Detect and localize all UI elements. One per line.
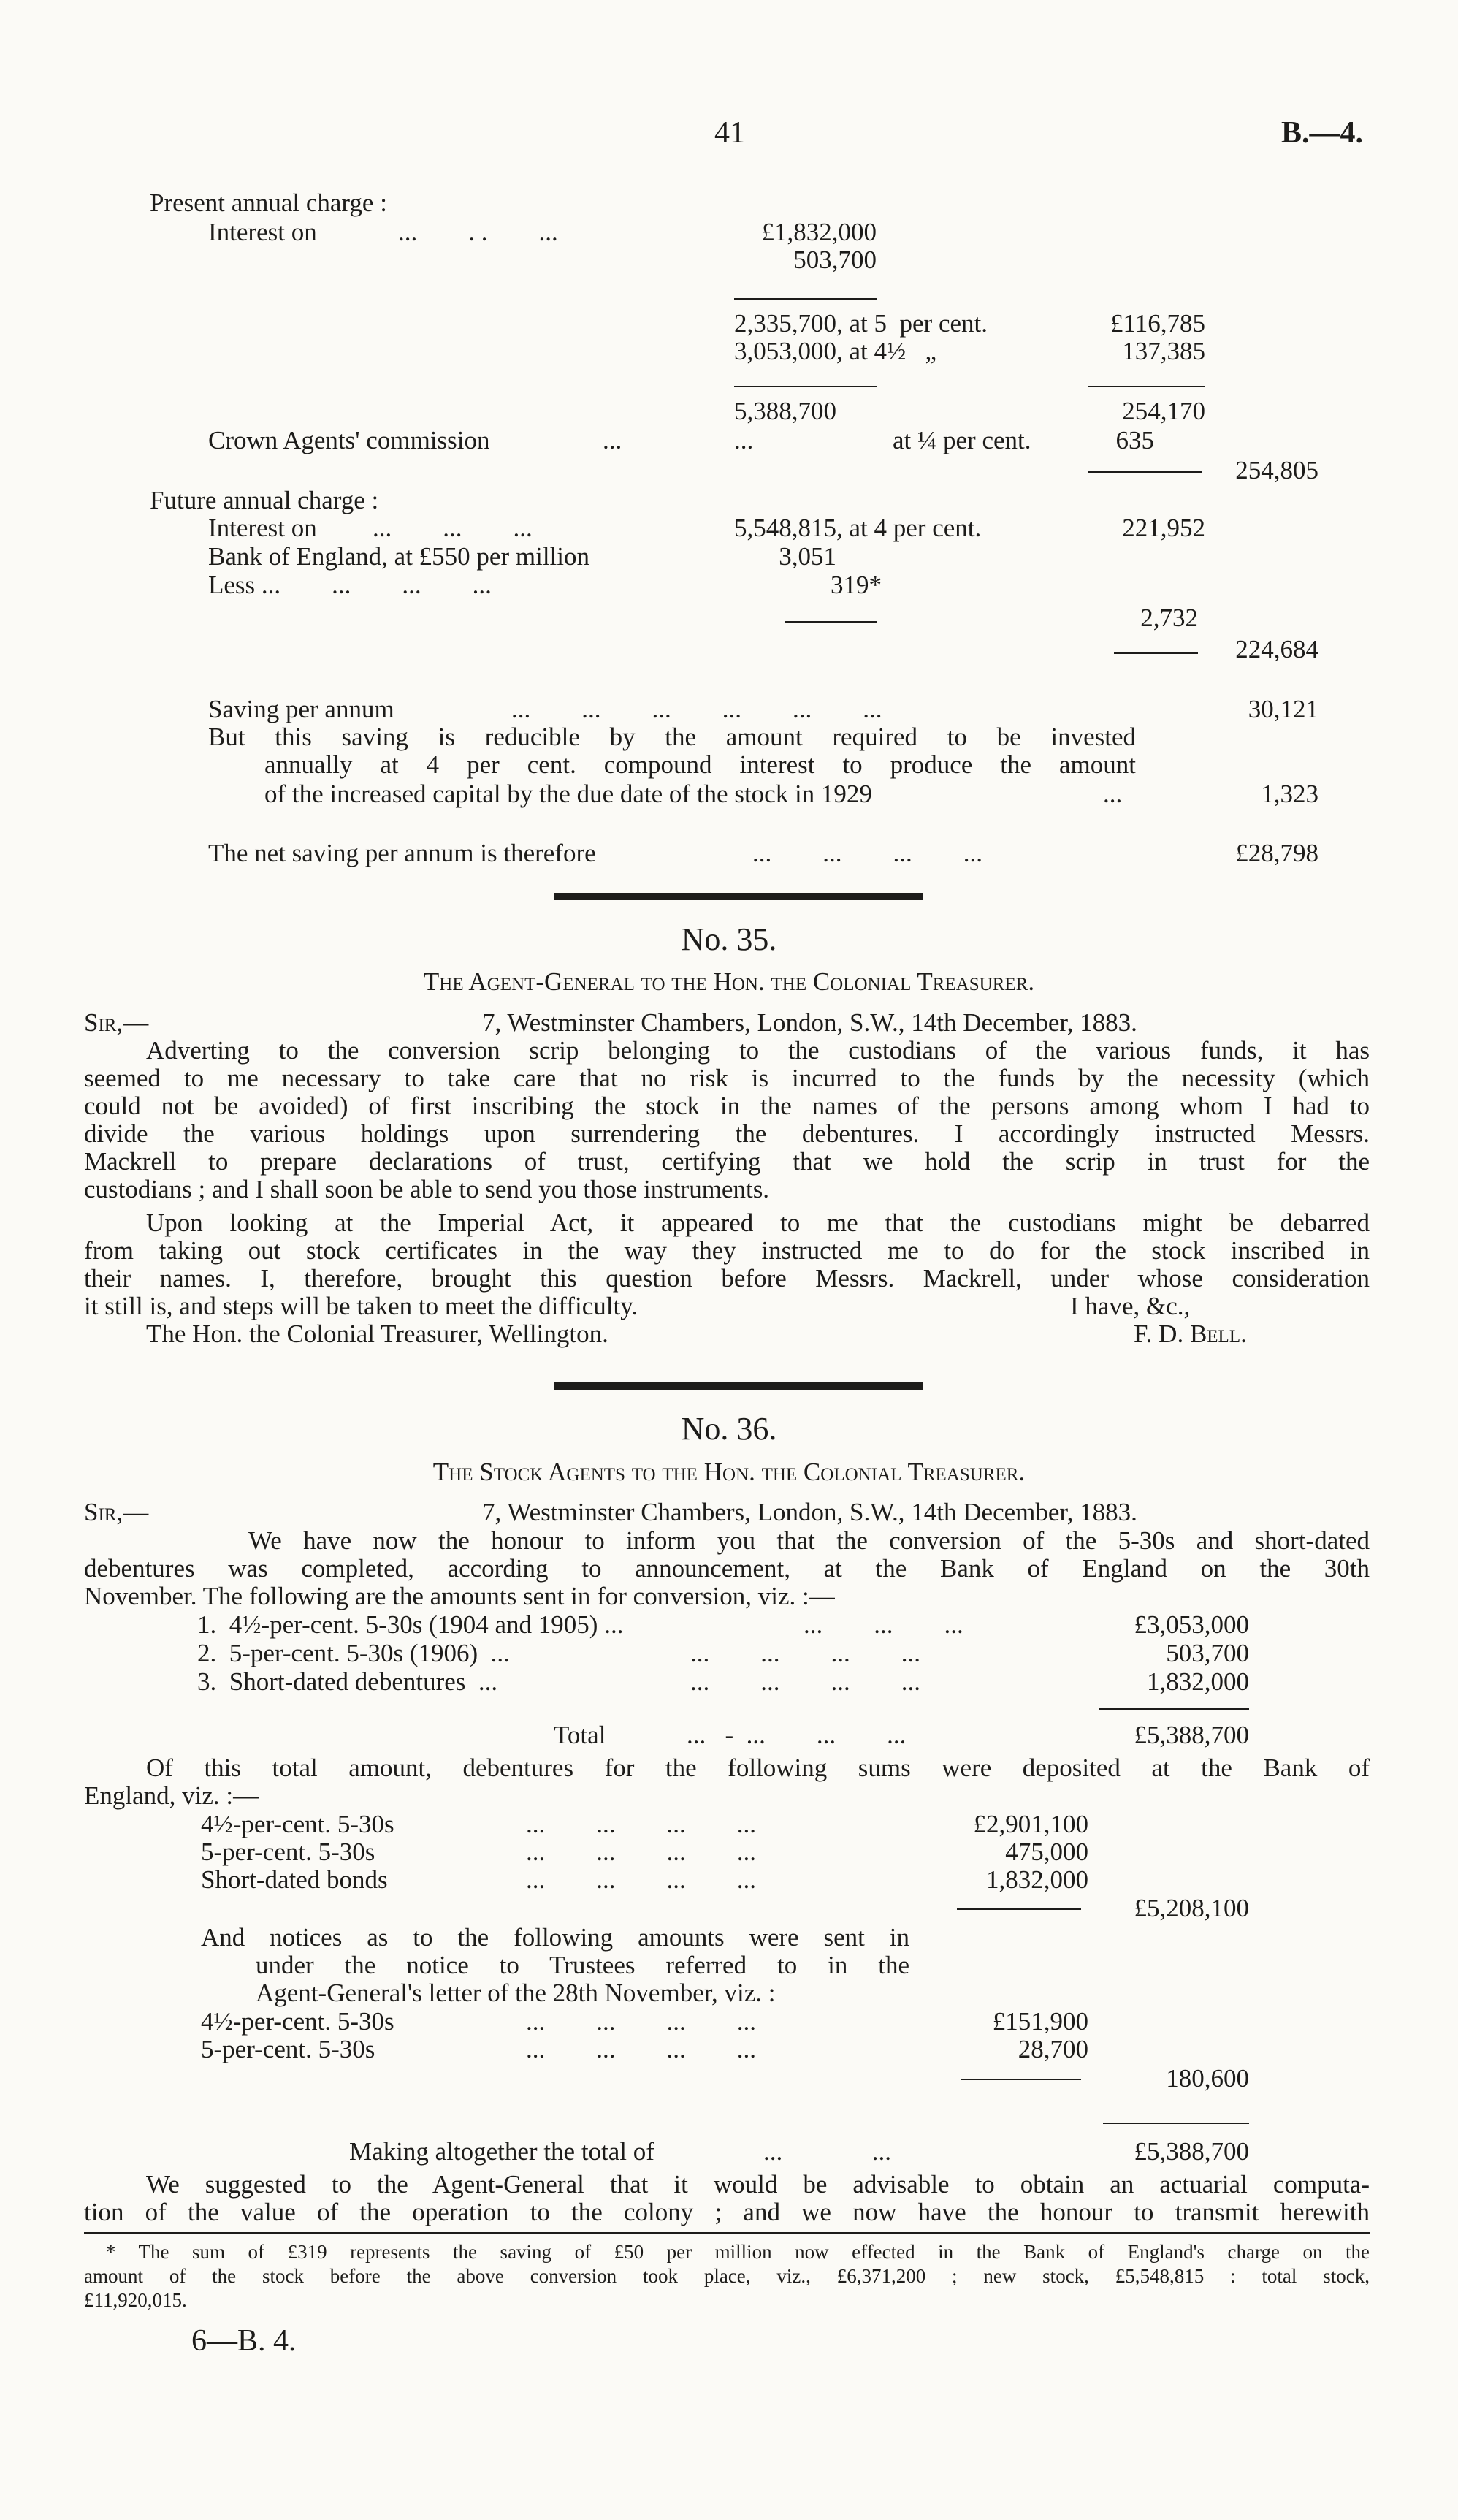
- notices-text: And notices as to the following amounts were sent in: [201, 1923, 909, 1952]
- bank-of-england-net: 2,732: [1140, 604, 1198, 632]
- leader-dots: ... ... ... ...: [526, 1810, 756, 1838]
- less-label: Less ... ... ... ...: [208, 571, 492, 599]
- row-4half-percent-value: 137,385: [1122, 337, 1205, 365]
- leader-dots: ... ... ... ...: [526, 1838, 756, 1866]
- saving-value: 30,121: [1248, 695, 1318, 723]
- body-line: custodians ; and I shall soon be able to send you those instruments.: [84, 1175, 770, 1203]
- conversion-item-value: 503,700: [1166, 1639, 1249, 1667]
- future-interest-value: 221,952: [1122, 514, 1205, 542]
- leader-dots: ...: [603, 426, 622, 454]
- crown-agents-value: 635: [1115, 426, 1154, 454]
- document-reference: B.—4.: [1281, 116, 1364, 150]
- crown-agents-label: Crown Agents' commission: [208, 426, 490, 454]
- leader-dots: ... ...: [763, 2137, 891, 2166]
- leader-dots: ... ... ...: [373, 514, 533, 542]
- letter-closing: I have, &c.,: [1070, 1292, 1191, 1320]
- deposit-item: 5-per-cent. 5-30s: [201, 1838, 375, 1866]
- leader-dots: ... ... ... ...: [690, 1667, 920, 1696]
- sum-rule: [785, 621, 877, 623]
- interest-on-label: Interest on: [208, 218, 317, 246]
- footnote-line: amount of the stock before the above conversion took place, viz., £6,371,200 ; new stock, £5,548,815 : total stock,: [84, 2265, 1370, 2287]
- reducible-text: But this saving is reducible by the amount required to be invested: [208, 723, 1136, 751]
- body-line: Of this total amount, debentures for the following sums were deposited at the Bank of: [146, 1754, 1370, 1782]
- letter-addressee: The Hon. the Colonial Treasurer, Wellington.: [146, 1320, 608, 1348]
- row-5-percent-value: £116,785: [1110, 309, 1205, 338]
- deposit-value: 475,000: [1005, 1838, 1088, 1866]
- body-line: it still is, and steps will be taken to meet the difficulty.: [84, 1292, 638, 1320]
- notice-value: 28,700: [1018, 2035, 1088, 2063]
- footnote-rule: [84, 2232, 1370, 2234]
- row-5-percent-amount: 2,335,700, at 5 per cent.: [734, 309, 988, 338]
- salutation: Sir,—: [84, 1008, 149, 1037]
- reducible-value: 1,323: [1261, 780, 1318, 808]
- present-charge-label: Present annual charge :: [150, 189, 387, 217]
- notices-total: 180,600: [1166, 2064, 1249, 2093]
- sum-value: 254,170: [1122, 397, 1205, 425]
- body-line: seemed to me necessary to take care that no risk is incurred to the funds by the necessity (which: [84, 1064, 1370, 1092]
- conversion-item: 1. 4½-per-cent. 5-30s (1904 and 1905) ...: [197, 1610, 624, 1639]
- deposit-value: 1,832,000: [986, 1865, 1088, 1894]
- notices-text: under the notice to Trustees referred to in the: [256, 1951, 909, 1979]
- sum-rule: [734, 386, 877, 387]
- letter-address: 7, Westminster Chambers, London, S.W., 14th December, 1883.: [482, 1008, 1137, 1037]
- body-line: We have now the honour to inform you that the conversion of the 5-30s and short-dated: [248, 1526, 1370, 1555]
- leader-dots: ... ... ... ...: [526, 2035, 756, 2063]
- sum-rule: [1088, 386, 1205, 387]
- sum-rule: [734, 298, 877, 300]
- body-line: November. The following are the amounts sent in for conversion, viz. :—: [84, 1582, 835, 1610]
- bank-of-england-label: Bank of England, at £550 per million: [208, 542, 589, 571]
- deposit-value: £2,901,100: [973, 1810, 1088, 1838]
- deposit-item: 4½-per-cent. 5-30s: [201, 1810, 394, 1838]
- reducible-text: annually at 4 per cent. compound interest to produce the amount: [264, 750, 1136, 779]
- deposit-item: Short-dated bonds: [201, 1865, 388, 1894]
- body-line: Mackrell to prepare declarations of trust, certifying that we hold the scrip in trust for the: [84, 1147, 1370, 1176]
- leader-dots: ... ... ... ...: [526, 1865, 756, 1894]
- present-annual-total: 254,805: [1235, 456, 1318, 484]
- notices-text: Agent-General's letter of the 28th November, viz. :: [256, 1979, 776, 2007]
- leader-dots: ... ... ...: [804, 1610, 963, 1639]
- letter-signature: F. D. Bell.: [1134, 1320, 1247, 1348]
- letter-heading: The Agent-General to the Hon. the Colonial Treasurer.: [423, 967, 1035, 996]
- body-line: debentures was completed, according to announcement, at the Bank of England on the 30th: [84, 1554, 1370, 1583]
- leader-dots: ... ... ... ...: [752, 839, 982, 867]
- page-number: 41: [714, 116, 745, 150]
- future-interest-amount: 5,548,815, at 4 per cent.: [734, 514, 982, 542]
- future-charge-label: Future annual charge :: [150, 486, 379, 514]
- amount-5-percent: 503,700: [793, 245, 877, 274]
- notice-item: 4½-per-cent. 5-30s: [201, 2007, 394, 2036]
- section-divider: [554, 893, 923, 900]
- conversion-item: 2. 5-per-cent. 5-30s (1906) ...: [197, 1639, 510, 1667]
- footnote-line: £11,920,015.: [84, 2289, 187, 2311]
- body-line: their names. I, therefore, brought this question before Messrs. Mackrell, under whose consideration: [84, 1264, 1370, 1293]
- future-interest-label: Interest on: [208, 514, 317, 542]
- notice-value: £151,900: [992, 2007, 1088, 2036]
- section-divider: [554, 1382, 923, 1390]
- footnote-line: * The sum of £319 represents the saving of £50 per million now effected in the Bank of England's charge on the: [106, 2241, 1370, 2263]
- notice-item: 5-per-cent. 5-30s: [201, 2035, 375, 2063]
- future-annual-total: 224,684: [1235, 635, 1318, 663]
- crown-agents-rate: at ¼ per cent.: [893, 426, 1031, 454]
- row-4half-percent-amount: 3,053,000, at 4½ „: [734, 337, 937, 365]
- conversion-item-value: 1,832,000: [1147, 1667, 1249, 1696]
- grand-total-value: £5,388,700: [1134, 2137, 1249, 2166]
- leader-dots: ... ... ... ... ... ...: [511, 695, 882, 723]
- leader-dots: ...: [1103, 780, 1123, 808]
- net-saving-value: £28,798: [1235, 839, 1318, 867]
- sum-rule: [1103, 2123, 1249, 2124]
- saving-label: Saving per annum: [208, 695, 394, 723]
- bank-of-england-value: 3,051: [779, 542, 836, 571]
- leader-dots: ... ... ... ...: [526, 2007, 756, 2036]
- sum-rule: [1099, 1708, 1249, 1710]
- leader-dots: ... . . ...: [398, 218, 558, 246]
- conversion-item: 3. Short-dated debentures ...: [197, 1667, 498, 1696]
- letter-title: No. 36.: [681, 1411, 777, 1447]
- body-line: England, viz. :—: [84, 1781, 259, 1810]
- total-label: Total: [554, 1721, 606, 1749]
- body-line: tion of the value of the operation to the colony ; and we now have the honour to transmit herewith: [84, 2198, 1370, 2226]
- reducible-text: of the increased capital by the due date of the stock in 1929: [264, 780, 872, 808]
- conversion-item-value: £3,053,000: [1134, 1610, 1249, 1639]
- total-value: £5,388,700: [1134, 1721, 1249, 1749]
- letter-title: No. 35.: [681, 921, 777, 957]
- amount-short-dated: £1,832,000: [761, 218, 877, 246]
- body-line: We suggested to the Agent-General that it would be advisable to obtain an actuarial computa-: [146, 2170, 1370, 2199]
- leader-dots: ...: [734, 426, 754, 454]
- letter-heading: The Stock Agents to the Hon. the Colonial Treasurer.: [432, 1458, 1026, 1486]
- less-value: 319*: [831, 571, 882, 599]
- deposits-total: £5,208,100: [1134, 1894, 1249, 1922]
- net-saving-label: The net saving per annum is therefore: [208, 839, 596, 867]
- body-line: Adverting to the conversion scrip belonging to the custodians of the various funds, it has: [146, 1036, 1370, 1065]
- leader-dots: ... ... ... ...: [690, 1639, 920, 1667]
- sum-amount: 5,388,700: [734, 397, 836, 425]
- leader-dots: ... - ... ... ...: [687, 1721, 907, 1749]
- body-line: divide the various holdings upon surrendering the debentures. I accordingly instructed Messrs.: [84, 1119, 1370, 1148]
- salutation: Sir,—: [84, 1498, 149, 1526]
- body-line: Upon looking at the Imperial Act, it appeared to me that the custodians might be debarred: [146, 1208, 1370, 1237]
- body-line: could not be avoided) of first inscribing the stock in the names of the persons among whom I had to: [84, 1092, 1370, 1120]
- grand-total-label: Making altogether the total of: [349, 2137, 654, 2166]
- letter-address: 7, Westminster Chambers, London, S.W., 14th December, 1883.: [482, 1498, 1137, 1526]
- body-line: from taking out stock certificates in the way they instructed me to do for the stock inscribed in: [84, 1236, 1370, 1265]
- signature-mark: 6—B. 4.: [191, 2324, 297, 2358]
